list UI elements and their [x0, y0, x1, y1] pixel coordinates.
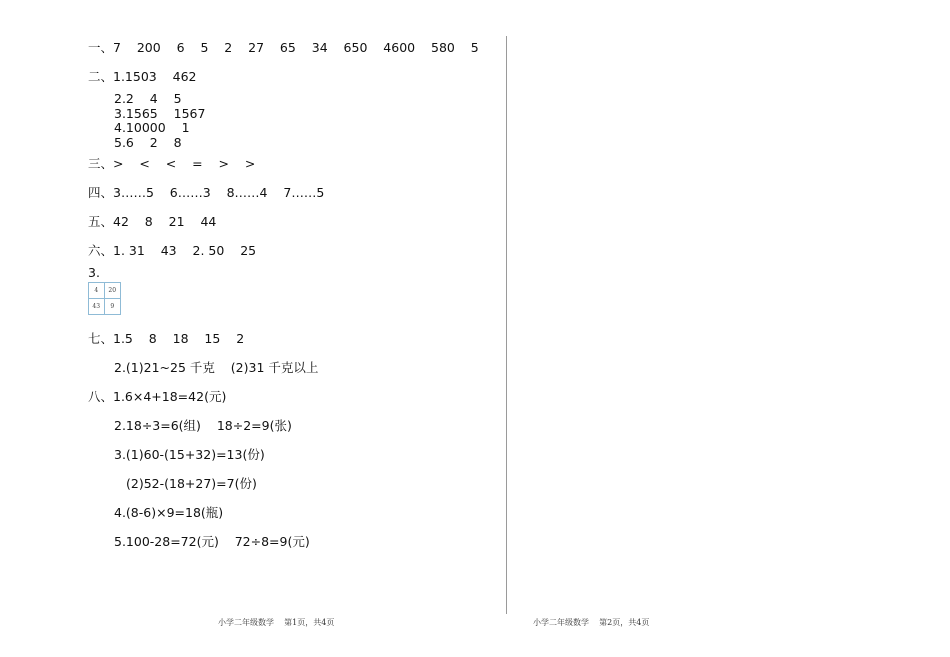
answer-section-2-item-4: 4.10000 1 [114, 120, 190, 135]
page-footer-left: 小学二年级数学 第1页，共4页 [218, 618, 335, 627]
answer-section-5: 五、42 8 21 44 [88, 214, 217, 229]
answer-section-7-item-2: 2.(1)21~25 千克 (2)31 千克以上 [114, 360, 319, 375]
page-divider [506, 36, 507, 614]
answer-section-6-item-3: 3. [88, 265, 100, 280]
answer-section-2-item-2: 2.2 4 5 [114, 91, 182, 106]
answer-section-2-item-3: 3.1565 1567 [114, 106, 206, 121]
answer-section-8-item-5: 5.100-28=72(元) 72÷8=9(元) [114, 534, 310, 549]
answer-section-8-item-4: 4.(8-6)×9=18(瓶) [114, 505, 224, 520]
answer-section-8-item-3: 3.(1)60-(15+32)=13(份) [114, 447, 265, 462]
answer-grid [88, 282, 121, 315]
answer-section-4: 四、3……5 6……3 8……4 7……5 [88, 185, 325, 200]
answer-section-8-item-1: 八、1.6×4+18=42(元) [88, 389, 227, 404]
answer-section-3: 三、> < < = > > [88, 156, 256, 171]
grid-cell: 20 [105, 283, 121, 299]
answer-section-7-item-1: 七、1.5 8 18 15 2 [88, 331, 245, 346]
answer-section-2-item-5: 5.6 2 8 [114, 135, 182, 150]
answer-section-1: 一、7 200 6 5 2 27 65 34 650 4600 580 5 [88, 40, 479, 55]
page-footer-right: 小学二年级数学 第2页，共4页 [533, 618, 650, 627]
grid-cell: 43 [89, 299, 105, 315]
answer-section-8-item-2: 2.18÷3=6(组) 18÷2=9(张) [114, 418, 292, 433]
answer-section-8-item-3b: (2)52-(18+27)=7(份) [126, 476, 257, 491]
answer-section-2-item-1: 二、1.1503 462 [88, 69, 197, 84]
answer-section-6-item-1: 六、1. 31 43 2. 50 25 [88, 243, 257, 258]
grid-cell: 9 [110, 302, 115, 310]
grid-cell: 4 [89, 283, 105, 299]
